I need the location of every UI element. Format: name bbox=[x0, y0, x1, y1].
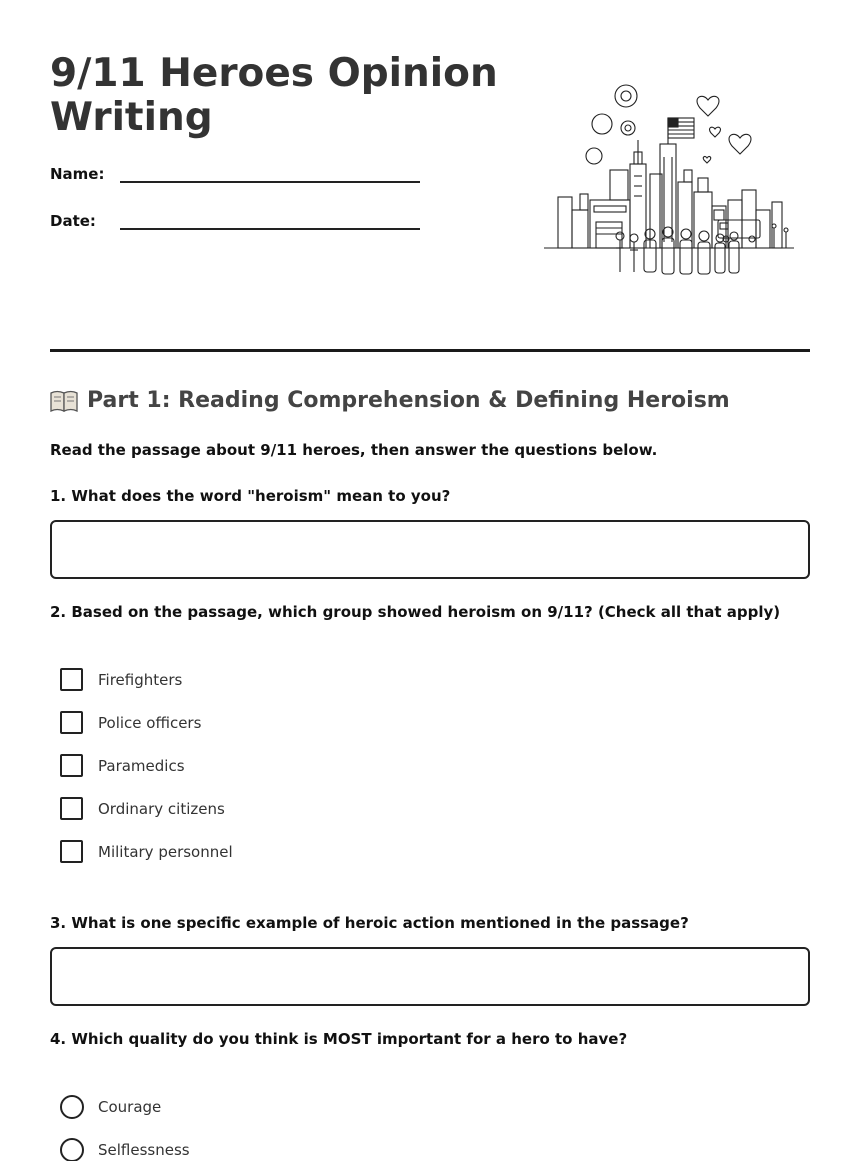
checkbox[interactable] bbox=[60, 711, 83, 734]
checkbox-option-ordinary-citizens[interactable] bbox=[60, 797, 225, 820]
radio-option-selflessness[interactable] bbox=[60, 1138, 190, 1161]
worksheet-page bbox=[50, 0, 810, 1159]
option-label: Courage bbox=[98, 1098, 162, 1116]
date-field[interactable] bbox=[50, 212, 420, 230]
question-1-answer-box[interactable] bbox=[50, 520, 810, 579]
question-3-answer-box[interactable] bbox=[50, 947, 810, 1006]
checkbox-option-paramedics[interactable] bbox=[60, 754, 185, 777]
radio-button[interactable] bbox=[60, 1095, 84, 1119]
option-label: Paramedics bbox=[98, 756, 185, 775]
radio-button[interactable] bbox=[60, 1138, 84, 1161]
part1-title-text: Part 1: Reading Comprehension & Defining Heroism bbox=[87, 388, 730, 413]
name-label: Name: bbox=[50, 165, 105, 183]
checkbox-option-firefighters[interactable] bbox=[60, 668, 182, 691]
option-label: Firefighters bbox=[98, 670, 183, 689]
option-label: Military personnel bbox=[98, 842, 233, 861]
date-label: Date: bbox=[50, 212, 96, 230]
checkbox[interactable] bbox=[60, 668, 83, 691]
book-icon bbox=[50, 390, 78, 412]
name-input-line[interactable] bbox=[120, 165, 420, 183]
worksheet-header bbox=[50, 0, 810, 352]
question-4: 4. Which quality do you think is MOST important for a hero to have? bbox=[50, 1030, 628, 1048]
page-title: 9/11 Heroes Opinion Writing bbox=[50, 51, 498, 140]
name-field[interactable] bbox=[50, 165, 420, 183]
option-label: Police officers bbox=[98, 713, 202, 732]
checkbox[interactable] bbox=[60, 797, 83, 820]
option-label: Selflessness bbox=[98, 1141, 190, 1159]
checkbox-option-military-personnel[interactable] bbox=[60, 840, 233, 863]
checkbox[interactable] bbox=[60, 840, 83, 863]
instructions: Read the passage about 9/11 heroes, then answer the questions below. bbox=[50, 441, 658, 459]
checkbox-option-police-officers[interactable] bbox=[60, 711, 201, 734]
radio-option-courage[interactable] bbox=[60, 1095, 161, 1119]
part1-section-title bbox=[50, 388, 730, 413]
question-2: 2. Based on the passage, which group showed heroism on 9/11? (Check all that apply) bbox=[50, 603, 781, 621]
question-3: 3. What is one specific example of heroic action mentioned in the passage? bbox=[50, 914, 689, 932]
question-1: 1. What does the word "heroism" mean to you? bbox=[50, 487, 451, 505]
option-label: Ordinary citizens bbox=[98, 799, 225, 818]
checkbox[interactable] bbox=[60, 754, 83, 777]
date-input-line[interactable] bbox=[120, 212, 420, 230]
nyc-skyline-heroes-illustration bbox=[544, 82, 796, 282]
